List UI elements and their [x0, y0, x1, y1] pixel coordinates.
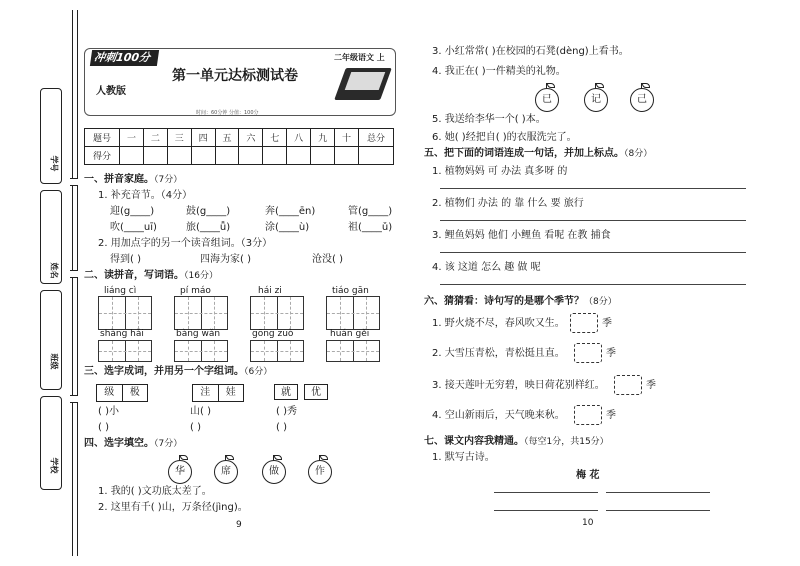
fill-item[interactable]: ( )小 [98, 406, 119, 417]
season-answer-box[interactable] [614, 375, 642, 395]
char-pair-box [274, 384, 328, 400]
binding-mark [70, 270, 78, 278]
fill-item[interactable]: 旅(____ǚ) [186, 222, 231, 233]
season-answer-box[interactable] [574, 343, 602, 363]
pinyin-label: hái zi [258, 286, 282, 296]
time-note: 时间：60分钟 分值：100分 [196, 110, 259, 116]
score-cell[interactable] [191, 147, 215, 165]
answer-line[interactable] [440, 284, 746, 285]
table-cell: 十 [335, 129, 359, 147]
fill-item[interactable]: 得到( ) [110, 254, 141, 265]
apple-char: 作 [308, 460, 332, 484]
section-7-title: 七、课文内容我精通。（每空1分，共15分） [424, 436, 609, 447]
section-1-title: 一、拼音家庭。（7分） [84, 174, 183, 185]
student-id-label: 学号 [49, 155, 59, 172]
section-5-title: 五、把下面的词语连成一句话，并加上标点。（8分） [424, 148, 653, 159]
score-cell[interactable] [335, 147, 359, 165]
char-option[interactable]: 娃 [218, 385, 244, 401]
score-cell[interactable] [239, 147, 263, 165]
binding-mark [70, 395, 78, 403]
writing-grid[interactable] [174, 340, 228, 362]
section-4-title: 四、选字填空。（7分） [84, 438, 183, 449]
table-cell: 得分 [85, 147, 120, 165]
blank-line[interactable]: ( ) [98, 422, 109, 433]
score-cell[interactable] [287, 147, 311, 165]
school-label: 学校 [49, 457, 59, 474]
season-suffix: 季 [646, 380, 656, 391]
section-3-title: 三、选字成词，并用另一个字组词。（6分） [84, 366, 273, 377]
score-table-score-row [85, 147, 394, 165]
season-answer-box[interactable] [570, 313, 598, 333]
writing-grid[interactable] [174, 296, 228, 330]
table-cell: 七 [263, 129, 287, 147]
class-label: 班级 [49, 353, 59, 370]
class-box [40, 290, 62, 390]
fill-item[interactable]: 管(g____) [348, 206, 393, 217]
season-suffix: 季 [602, 318, 612, 329]
score-cell[interactable] [311, 147, 335, 165]
writing-grid[interactable] [326, 340, 380, 362]
char-option[interactable]: 级 [104, 387, 115, 398]
score-cell[interactable] [143, 147, 167, 165]
fill-item[interactable]: ( )秀 [276, 406, 297, 417]
poem-answer-line[interactable] [494, 492, 598, 493]
score-cell[interactable] [120, 147, 144, 165]
fill-item[interactable]: 奔(____ēn) [265, 206, 316, 217]
question-4-2[interactable]: 2. 这里有千( )山，万条径(jìng)。 [98, 502, 248, 513]
answer-line[interactable] [440, 252, 746, 253]
pinyin-label: liáng cì [104, 286, 137, 296]
poem-title: 梅 花 [576, 470, 600, 481]
char-option[interactable]: 洼 [200, 387, 211, 398]
table-cell: 一 [120, 129, 144, 147]
question-7-1: 1. 默写古诗。 [432, 452, 495, 463]
table-cell: 四 [191, 129, 215, 147]
char-option[interactable]: 就 [274, 384, 298, 400]
table-cell: 总分 [359, 129, 394, 147]
section-2-title: 二、读拼音，写词语。（16分） [84, 270, 218, 281]
poem-line: 3. 接天莲叶无穷碧，映日荷花别样红。 [432, 380, 605, 391]
apple-char: 华 [168, 460, 192, 484]
fill-item[interactable]: 沧没( ) [312, 254, 343, 265]
poem-line: 2. 大雪压青松，青松挺且直。 [432, 348, 565, 359]
sentence-item: 2. 植物们 办法 的 靠 什么 要 旅行 [432, 198, 584, 209]
apple-char: 做 [262, 460, 286, 484]
question-1-2: 2. 用加点字的另一个读音组词。（3分） [98, 238, 273, 249]
question-4-5[interactable]: 5. 我送给李华一个( )本。 [432, 114, 546, 125]
score-cell[interactable] [167, 147, 191, 165]
name-label: 姓名 [49, 262, 59, 279]
poem-answer-line[interactable] [494, 510, 598, 511]
season-suffix: 季 [606, 348, 616, 359]
blank-line[interactable]: ( ) [276, 422, 287, 433]
grade-label: 二年级语文 上 [334, 53, 385, 62]
poem-line: 4. 空山新雨后，天气晚来秋。 [432, 410, 565, 421]
table-cell: 九 [311, 129, 335, 147]
score-cell[interactable] [263, 147, 287, 165]
pinyin-label: shàng hǎi [100, 329, 144, 339]
question-1-1: 1. 补充音节。（4分） [98, 190, 193, 201]
book-page-illustration [345, 72, 386, 90]
pinyin-label: pí máo [180, 286, 211, 296]
fill-item[interactable]: 山( ) [190, 406, 211, 417]
section-6-title: 六、猜猜看：诗句写的是哪个季节？（8分） [424, 296, 617, 307]
answer-line[interactable] [440, 220, 746, 221]
apple-char: 己 [630, 88, 654, 112]
season-suffix: 季 [606, 410, 616, 421]
pinyin-label: bàng wǎn [176, 329, 221, 339]
exam-title: 第一单元达标测试卷 [172, 68, 298, 84]
score-cell[interactable] [359, 147, 394, 165]
question-4-4[interactable]: 4. 我正在( )一件精美的礼物。 [432, 66, 566, 77]
question-4-6[interactable]: 6. 她( )经把自( )的衣服洗完了。 [432, 132, 577, 143]
char-option[interactable]: 优 [304, 384, 328, 400]
answer-line[interactable] [440, 188, 746, 189]
brand-logo: 冲刺100分 [90, 50, 159, 66]
poem-answer-line[interactable] [606, 492, 710, 493]
score-table-header-row [85, 129, 394, 147]
question-4-1[interactable]: 1. 我的( )文功底太差了。 [98, 486, 212, 497]
score-cell[interactable] [215, 147, 239, 165]
writing-grid[interactable] [98, 340, 152, 362]
sentence-item: 4. 该 这道 怎么 趣 做 呢 [432, 262, 541, 273]
writing-grid[interactable] [250, 340, 304, 362]
apple-char: 已 [535, 88, 559, 112]
fill-item[interactable]: 迎(g____) [110, 206, 155, 217]
sentence-item: 3. 鲤鱼妈妈 他们 小鲤鱼 看呢 在教 捕食 [432, 230, 611, 241]
fill-item[interactable]: 吹(____uī) [110, 222, 157, 233]
binding-line-left [72, 10, 73, 556]
question-4-3[interactable]: 3. 小红常常( )在校园的石凳(dèng)上看书。 [432, 46, 629, 57]
school-box [40, 396, 62, 490]
pinyin-label: tiáo gān [332, 286, 369, 296]
table-cell: 题号 [85, 129, 120, 147]
char-pair-box [96, 384, 148, 402]
fill-item[interactable]: 四海为家( ) [200, 254, 251, 265]
page-number-right: 10 [582, 518, 594, 528]
writing-grid[interactable] [250, 296, 304, 330]
season-answer-box[interactable] [574, 405, 602, 425]
writing-grid[interactable] [326, 296, 380, 330]
table-cell: 五 [215, 129, 239, 147]
table-cell: 八 [287, 129, 311, 147]
apple-char: 记 [584, 88, 608, 112]
table-cell: 二 [143, 129, 167, 147]
char-option[interactable]: 极 [122, 385, 148, 401]
table-cell: 三 [167, 129, 191, 147]
binding-mark [70, 178, 78, 186]
writing-grid[interactable] [98, 296, 152, 330]
fill-item[interactable]: 祖(____ǔ) [348, 222, 393, 233]
fill-item[interactable]: 鼓(g____) [186, 206, 231, 217]
sentence-item: 1. 植物妈妈 可 办法 真多呀 的 [432, 166, 568, 177]
page-number-left: 9 [236, 520, 242, 530]
table-cell: 六 [239, 129, 263, 147]
apple-char: 席 [214, 460, 238, 484]
binding-line-right [77, 10, 78, 556]
score-table [84, 128, 394, 165]
pinyin-label: gōng zuò [252, 329, 294, 339]
edition-label: 人教版 [96, 86, 126, 97]
fill-item[interactable]: 涂(____ù) [265, 222, 310, 233]
pinyin-label: huán gěi [330, 329, 370, 339]
blank-line[interactable]: ( ) [190, 422, 201, 433]
char-pair-box [192, 384, 244, 402]
poem-line: 1. 野火烧不尽，春风吹又生。 [432, 318, 565, 329]
poem-answer-line[interactable] [606, 510, 710, 511]
